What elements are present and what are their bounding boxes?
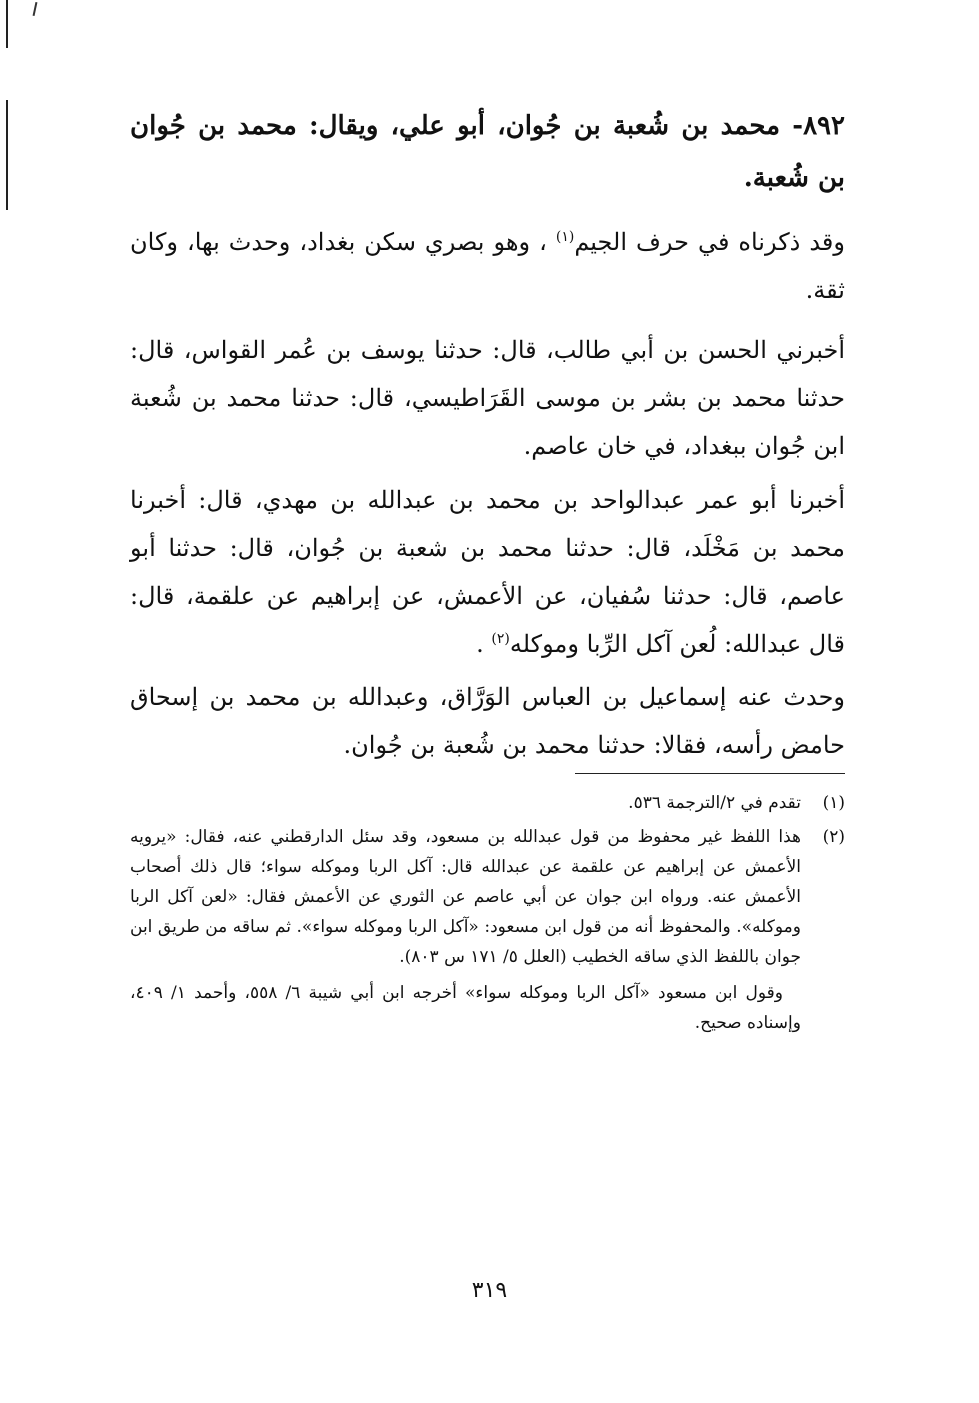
footnote-text: تقدم في ٢/الترجمة ٥٣٦. [628, 793, 801, 813]
paragraph-2 [130, 326, 845, 470]
entry-title-text: ٨٩٢- محمد بن شُعبة بن جُوان، أبو علي، ويقال: محمد بن جُوان بن شُعبة. [130, 111, 845, 193]
paragraph-1 [130, 218, 845, 314]
footnote-text: هذا اللفظ غير محفوظ من قول عبدالله بن مسعود، وقد سئل الدارقطني عنه، فقال: «يرويه الأعمش عن إبراهيم عن علقمة عن عبدالله قال: آكل الربا وموكله سواء؛ قال ذلك أصحاب الأعمش عنه. ورواه ابن جوان عن أبي عاصم عن الثوري عن الأعمش فقال: «لعن آكل الربا وموكله». والمحفوظ أنه من قول ابن مسعود: «آكل الربا وموكله سواء». ثم ساقه من طريق ابن جوان باللفظ الذي ساقه الخطيب (العلل ٥/ ١٧١ س ٨٠٣). [130, 827, 802, 967]
footnote-ref-2: (٢) [491, 631, 510, 647]
footnote-body [130, 822, 801, 1038]
footnote-1 [130, 788, 845, 818]
paragraph-4 [130, 673, 845, 769]
paragraph-3 [130, 476, 845, 668]
paragraph-3-text-a: أخبرنا أبو عمر عبدالواحد بن محمد بن عبدالله بن مهدي، قال: أخبرنا محمد بن مَخْلَد، قال: حدثنا محمد بن شعبة بن جُوان، قال: حدثنا أبو عاصم، قال: حدثنا سُفيان، عن الأعمش، عن إبراهيم عن علقمة، قال: قال عبدالله: لُعن آكل الرِّبا وموكله [130, 486, 845, 658]
footnote-continuation: وقول ابن مسعود «آكل الربا وموكله سواء» أخرجه ابن أبي شيبة ٦/ ٥٥٨، وأحمد ١/ ٤٠٩، وإسناده صحيح. [130, 983, 801, 1033]
paragraph-1-text-b: ، وهو بصري سكن بغداد، وحدث بها، وكان ثقة. [130, 228, 845, 304]
paragraph-1-text-a: وقد ذكرناه في حرف الجيم [574, 228, 845, 256]
entry-title [130, 100, 845, 204]
scan-edge-line [6, 100, 8, 210]
footnotes [130, 788, 845, 1042]
page-number: ٣١٩ [471, 1278, 508, 1303]
scan-mark [33, 2, 38, 16]
paragraph-2-text: أخبرني الحسن بن أبي طالب، قال: حدثنا يوسف بن عُمر القواس، قال: حدثنا محمد بن بشر بن موسى القَرَاطيسي، قال: حدثنا محمد بن شُعبة ابن جُوان ببغداد، في خان عاصم. [130, 336, 846, 460]
paragraph-3-text-b: . [476, 630, 484, 658]
footnote-divider [575, 773, 845, 774]
scan-edge-line [6, 0, 8, 48]
paragraph-4-text: وحدث عنه إسماعيل بن العباس الوَرَّاق، وعبدالله بن محمد بن إسحاق حامض رأسه، فقالا: حدثنا محمد بن شُعبة بن جُوان. [130, 683, 845, 759]
footnote-number: (٢) [822, 827, 845, 847]
footnote-number: (١) [822, 793, 845, 813]
footnote-ref-1: (١) [555, 229, 575, 245]
footnote-2 [130, 822, 845, 1038]
